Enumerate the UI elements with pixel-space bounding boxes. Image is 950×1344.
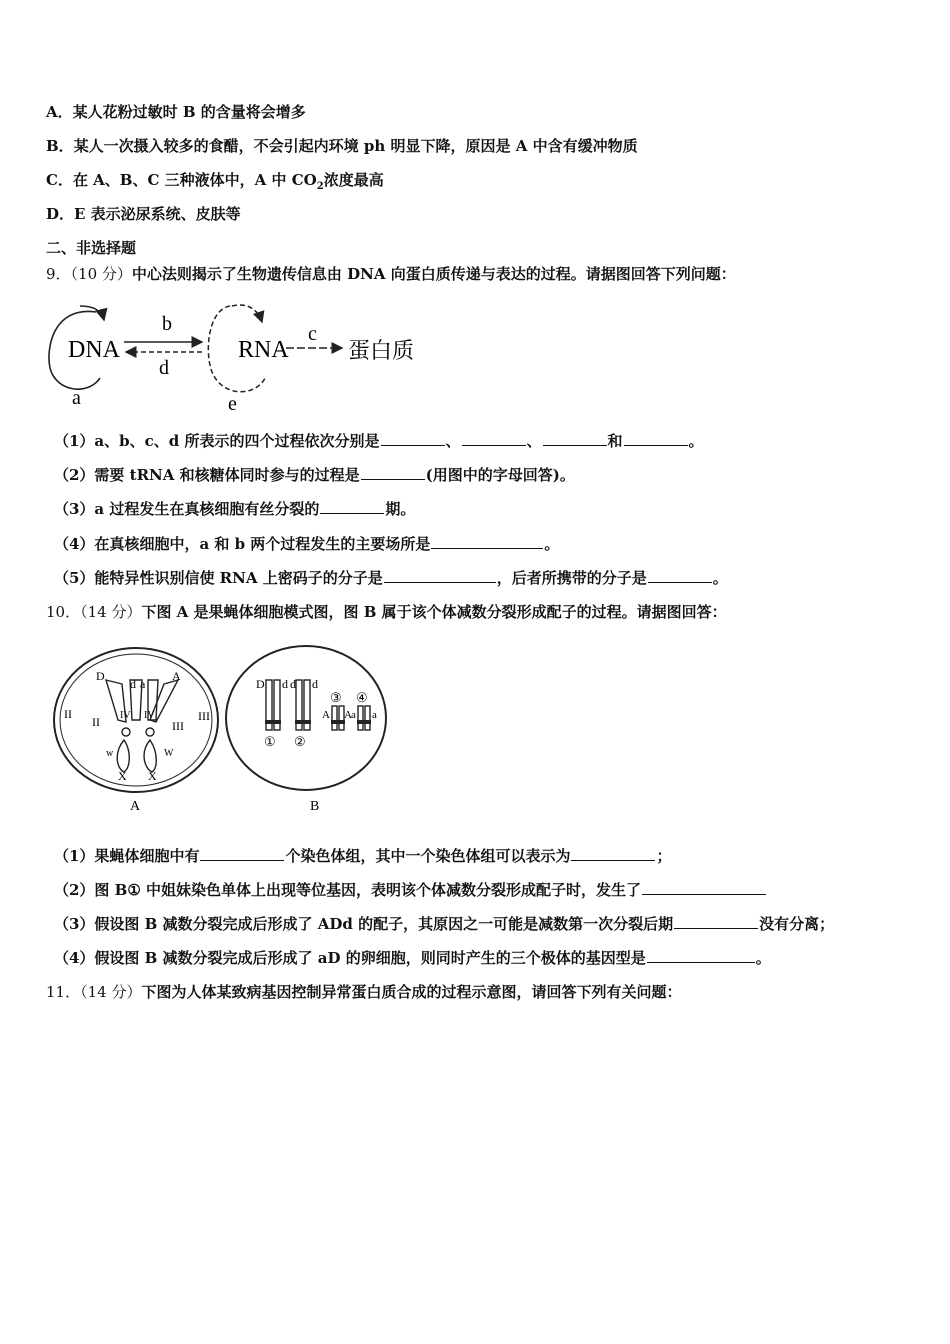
q10-number: 10． — [46, 603, 81, 621]
co2-subscript: 2 — [316, 181, 324, 192]
gene-label: d — [130, 677, 136, 691]
section-title: 二、非选择题 — [46, 239, 137, 257]
option-c — [46, 170, 384, 197]
q9-sub4-text: （4）在真核细胞中，a 和 b 两个过程发生的主要场所是 — [54, 535, 431, 553]
gene-label: d — [312, 677, 318, 691]
conjunction: 和 — [607, 432, 623, 450]
centromere — [331, 720, 345, 724]
answer-blank[interactable] — [320, 499, 384, 514]
chromosome-x — [144, 740, 156, 772]
answer-blank[interactable] — [642, 880, 766, 895]
label-c: c — [308, 323, 317, 345]
rna-label: RNA — [238, 337, 289, 363]
chromosome-iv — [146, 728, 154, 736]
q10-score: （14 分） — [80, 603, 142, 621]
chromatid — [332, 706, 337, 730]
answer-blank[interactable] — [384, 568, 496, 583]
answer-blank[interactable] — [361, 465, 425, 480]
q11-score: （14 分） — [80, 983, 142, 1001]
chromatid — [358, 706, 363, 730]
answer-blank[interactable] — [462, 431, 526, 446]
chromosome-label: X — [148, 769, 157, 783]
q9-sub5-mid: ，后者所携带的分子是 — [496, 569, 647, 587]
gene-label: D — [256, 677, 265, 691]
q9-sub2-text: （2）需要 tRNA 和核糖体同时参与的过程是 — [54, 466, 360, 484]
label-a: a — [72, 387, 81, 409]
q10-sub1-mid: 个染色体组，其中一个染色体组可以表示为 — [285, 847, 571, 865]
centromere — [265, 720, 281, 724]
chromosome-label: IV — [144, 710, 155, 721]
chromosome-number: ③ — [330, 690, 342, 705]
chromosome-number: ④ — [356, 690, 368, 705]
label-e: e — [228, 393, 237, 412]
option-a: A．某人花粉过敏时 B 的含量将会增多 — [46, 103, 306, 121]
q10-sub1 — [54, 846, 671, 866]
q9-score: （10 分） — [70, 265, 132, 283]
gene-label: a — [351, 709, 356, 721]
q9-sub5-text: （5）能特异性识别信使 RNA 上密码子的分子是 — [54, 569, 383, 587]
q10-stem — [46, 602, 727, 622]
separator: 、 — [445, 432, 461, 450]
period: 。 — [712, 569, 728, 587]
q10-stem-text: 下图 A 是果蝇体细胞模式图，图 B 属于该个体减数分裂形成配子的过程。请据图回答： — [141, 603, 727, 621]
q10-sub2-text: （2）图 B① 中姐妹染色单体上出现等位基因，表明该个体减数分裂形成配子时，发生了 — [54, 881, 642, 899]
gene-label: w — [106, 748, 114, 759]
q9-sub1 — [54, 431, 704, 451]
gene-label: a — [140, 677, 146, 691]
q11-number: 11． — [46, 983, 81, 1001]
figure-a-caption: A — [130, 799, 141, 814]
q10-sub2 — [54, 880, 767, 900]
gene-label: A — [172, 669, 181, 683]
option-b: B．某人一次摄入较多的食醋，不会引起内环境 ph 明显下降，原因是 A 中含有缓冲物质 — [46, 137, 638, 155]
gene-label: d — [290, 677, 296, 691]
centromere — [357, 720, 371, 724]
answer-blank[interactable] — [431, 534, 543, 549]
chromatid — [365, 706, 370, 730]
chromosome-label: II — [64, 707, 72, 721]
q9-sub3-tail: 期。 — [385, 500, 416, 518]
separator: 、 — [526, 432, 542, 450]
label-b: b — [162, 313, 172, 335]
centromere — [295, 720, 311, 724]
option-c-text: C．在 A、B、C 三种液体中，A 中 CO — [46, 171, 317, 189]
period: 。 — [688, 432, 704, 450]
gene-label: A — [322, 709, 330, 721]
gene-label: A — [344, 709, 352, 721]
q10-sub3-tail: 没有分离； — [759, 915, 835, 933]
gene-label: a — [372, 709, 377, 721]
chromosome-iv — [122, 728, 130, 736]
dna-label: DNA — [68, 337, 120, 363]
answer-blank[interactable] — [543, 431, 607, 446]
q11-stem — [46, 982, 681, 1002]
q9-sub3-text: （3）a 过程发生在真核细胞有丝分裂的 — [54, 500, 320, 518]
chromosome-label: II — [92, 715, 100, 729]
q10-sub4 — [54, 948, 771, 968]
q10-sub3 — [54, 914, 834, 934]
chromosome-x — [117, 740, 129, 772]
gene-label: W — [164, 748, 174, 759]
q9-sub1-text: （1）a、b、c、d 所表示的四个过程依次分别是 — [54, 432, 380, 450]
answer-blank[interactable] — [571, 846, 655, 861]
chromosome-number: ① — [264, 734, 276, 749]
q9-number: 9． — [46, 265, 71, 283]
label-d: d — [159, 357, 169, 379]
q10-sub1-text: （1）果蝇体细胞中有 — [54, 847, 200, 865]
figure-b-caption: B — [310, 799, 320, 814]
replication-loop-a-head — [80, 306, 104, 320]
q9-sub2-tail: (用图中的字母回答)。 — [425, 466, 575, 484]
q9-sub5 — [54, 568, 728, 588]
answer-blank[interactable] — [381, 431, 445, 446]
option-d: D．E 表示泌尿系统、皮肤等 — [46, 205, 241, 223]
q10-sub1-tail: ； — [656, 847, 672, 865]
q9-sub2 — [54, 465, 575, 485]
answer-blank[interactable] — [648, 568, 712, 583]
chromosome-label: III — [172, 719, 184, 733]
answer-blank[interactable] — [200, 846, 284, 861]
q9-sub3 — [54, 499, 415, 519]
q10-sub3-text: （3）假设图 B 减数分裂完成后形成了 ADd 的配子，其原因之一可能是减数第一次分裂后期 — [54, 915, 674, 933]
cell-b-outline — [226, 646, 386, 790]
answer-blank[interactable] — [647, 948, 755, 963]
answer-blank[interactable] — [674, 914, 758, 929]
option-c-tail: 浓度最高 — [323, 171, 384, 189]
fruitfly-figures — [52, 636, 392, 816]
q10-sub4-tail: 。 — [755, 949, 771, 967]
q9-stem — [46, 264, 736, 284]
rna-replication-loop-e-head — [232, 305, 262, 322]
chromosome-label: X — [118, 769, 127, 783]
chromosome-label: IV — [120, 710, 131, 721]
q11-stem-text: 下图为人体某致病基因控制异常蛋白质合成的过程示意图，请回答下列有关问题： — [141, 983, 682, 1001]
q9-stem-text: 中心法则揭示了生物遗传信息由 DNA 向蛋白质传递与表达的过程。请据图回答下列问题： — [131, 265, 736, 283]
answer-blank[interactable] — [624, 431, 688, 446]
q10-sub4-text: （4）假设图 B 减数分裂完成后形成了 aD 的卵细胞，则同时产生的三个极体的基因型是 — [54, 949, 646, 967]
period: 。 — [544, 535, 560, 553]
gene-label: d — [282, 677, 288, 691]
protein-label: 蛋白质 — [348, 339, 415, 364]
chromosome-label: III — [198, 709, 210, 723]
q9-sub4 — [54, 534, 559, 554]
chromosome-number: ② — [294, 734, 306, 749]
central-dogma-diagram — [44, 300, 444, 412]
gene-label: D — [96, 669, 105, 683]
